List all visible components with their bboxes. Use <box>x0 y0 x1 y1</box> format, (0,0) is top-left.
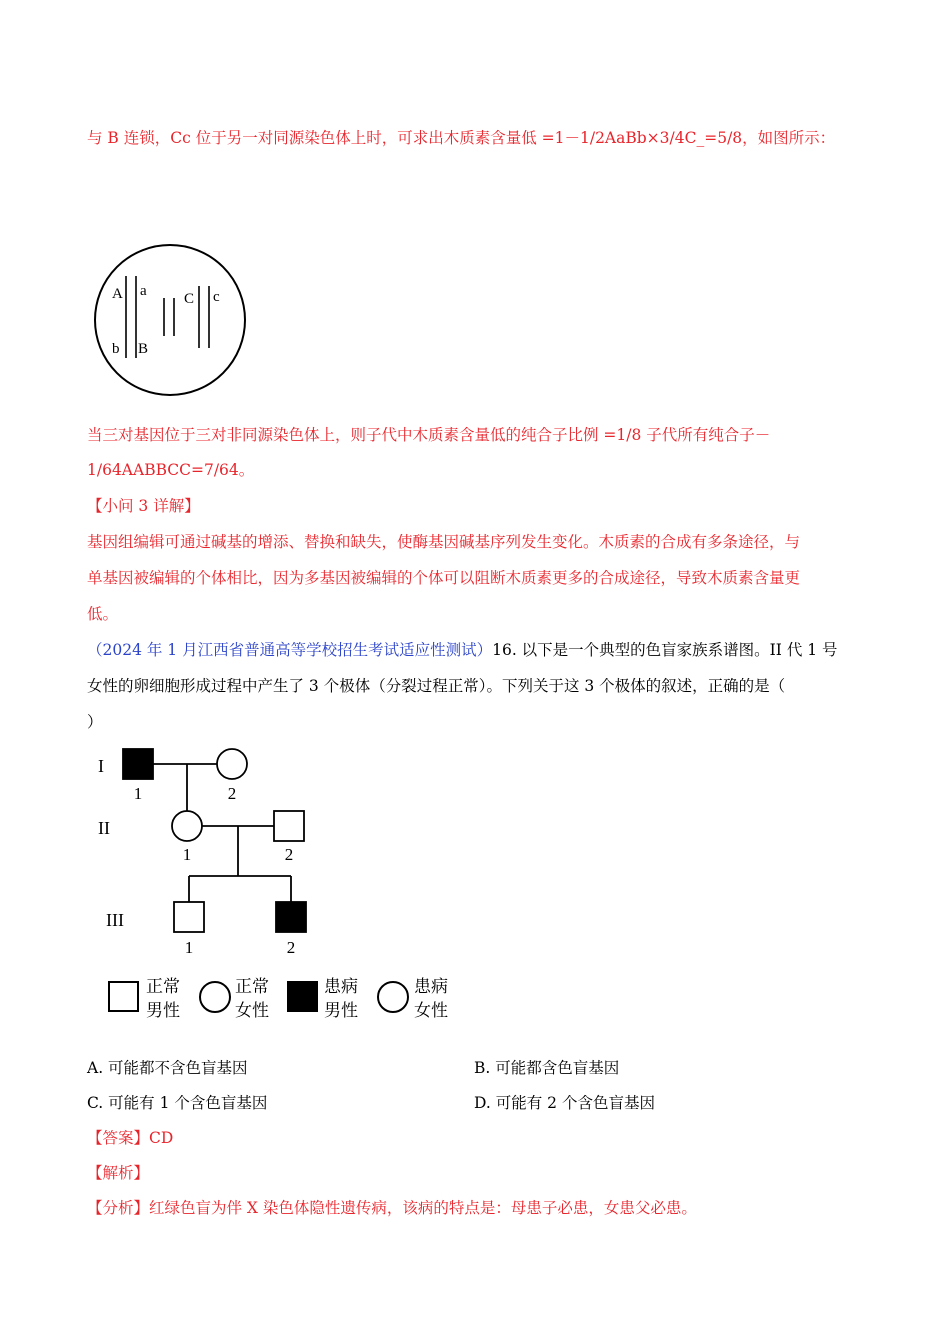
legend-normal-female-symbol <box>200 982 230 1012</box>
question-line: 女性的卵细胞形成过程中产生了 3 个极体（分裂过程正常）。下列关于这 3 个极体的叙述，正确的是（ <box>87 677 786 695</box>
cell-circle <box>95 245 245 395</box>
text-line: 与 B 连锁，Cc 位于另一对同源染色体上时，可求出木质素含量低 =1－1/2AaBb×3/4C_=5/8，如图所示： <box>87 129 836 147</box>
individual-number: 1 <box>133 784 143 803</box>
individual-number: 2 <box>286 938 296 957</box>
generation-label-I: I <box>98 756 104 776</box>
individual-number: 1 <box>182 845 192 864</box>
gene-label-b: b <box>112 341 120 357</box>
text-line: 低。 <box>87 605 119 623</box>
text-line: 1/64AABBCC=7/64。 <box>87 461 255 479</box>
legend-label: 男性 <box>324 1001 358 1020</box>
pedigree-legend <box>109 977 448 1020</box>
legend-normal-male-symbol <box>109 982 138 1011</box>
normal-male-symbol <box>274 811 304 841</box>
generation-label-III: III <box>106 910 124 930</box>
question-stem: 16. 以下是一个典型的色盲家族系谱图。II 代 1 号 <box>492 641 838 659</box>
chromosome-cell-diagram <box>90 240 250 398</box>
option-a: A. 可能都不含色盲基因 <box>87 1059 248 1077</box>
legend-label: 男性 <box>146 1001 180 1020</box>
question-source: （2024 年 1 月江西省普通高等学校招生考试适应性测试） <box>87 641 493 659</box>
pedigree-chart <box>88 740 468 1032</box>
text-line: 基因组编辑可通过碱基的增添、替换和缺失，使酶基因碱基序列发生变化。木质素的合成有多条途径，与 <box>87 533 801 551</box>
section-heading: 【小问 3 详解】 <box>87 497 200 515</box>
option-b: B. 可能都含色盲基因 <box>474 1059 620 1077</box>
legend-label: 女性 <box>414 1001 448 1020</box>
gene-label-C: C <box>184 291 195 307</box>
question-line: ） <box>87 713 103 731</box>
individual-number: 1 <box>184 938 194 957</box>
gene-label-c: c <box>213 289 220 305</box>
normal-male-symbol <box>174 902 204 932</box>
legend-label: 正常 <box>235 977 269 996</box>
gene-label-B: B <box>138 341 149 357</box>
legend-affected-female-symbol <box>378 982 408 1012</box>
legend-label: 患病 <box>324 977 358 996</box>
answer-line: 【答案】CD <box>87 1129 174 1147</box>
question-line <box>87 640 838 660</box>
text-line: 单基因被编辑的个体相比，因为多基因被编辑的个体可以阻断木质素更多的合成途径，导致木质素含量更 <box>87 569 801 587</box>
text-line: 当三对基因位于三对非同源染色体上，则子代中木质素含量低的纯合子比例 =1/8 子代所有纯合子－ <box>87 426 771 444</box>
individual-number: 2 <box>284 845 294 864</box>
analysis-heading: 【解析】 <box>87 1164 150 1182</box>
option-c: C. 可能有 1 个含色盲基因 <box>87 1094 268 1112</box>
legend-label: 正常 <box>146 977 180 996</box>
affected-male-symbol <box>276 902 306 932</box>
legend-affected-male-symbol <box>288 982 317 1011</box>
normal-female-symbol <box>172 811 202 841</box>
normal-female-symbol <box>217 749 247 779</box>
gene-label-A: A <box>112 286 123 302</box>
gene-label-a: a <box>140 283 147 299</box>
analysis-text: 【分析】红绿色盲为伴 X 染色体隐性遗传病，该病的特点是：母患子必患，女患父必患。 <box>87 1199 697 1217</box>
legend-label: 女性 <box>235 1001 269 1020</box>
individual-number: 2 <box>227 784 237 803</box>
option-d: D. 可能有 2 个含色盲基因 <box>474 1094 655 1112</box>
affected-male-symbol <box>123 749 153 779</box>
generation-label-II: II <box>98 818 110 838</box>
legend-label: 患病 <box>414 977 448 996</box>
